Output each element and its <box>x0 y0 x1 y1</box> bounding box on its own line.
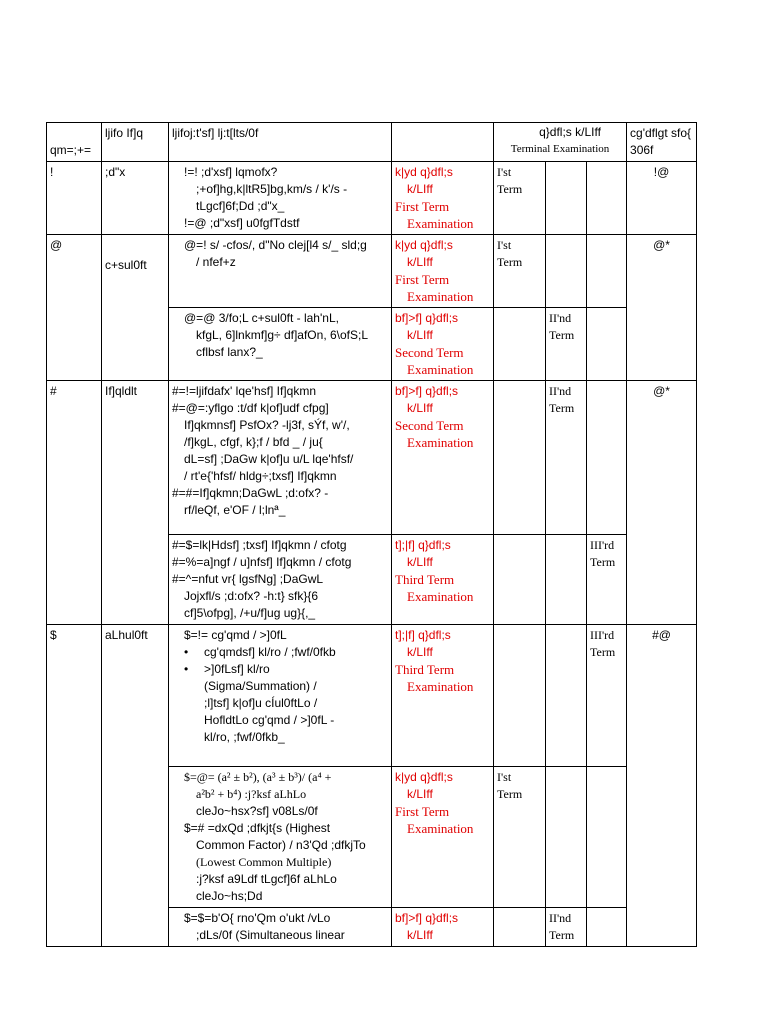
row-hours: #@ <box>627 625 697 947</box>
row-term-3 <box>587 308 627 381</box>
row-term-2 <box>546 625 587 767</box>
row-term-3 <box>587 235 627 308</box>
row-term-3: III'rd Term <box>587 625 627 767</box>
row-topic: $=@= (a² ± b²), (a³ ± b³)/ (a⁴ + a²b² + b⁴) :j?ksf aLhLo cleJo~hsx?sf] v08Ls/0f $=# =dxQd ;dfkjt{s (Highest Common Factor) / n3'Qd ;dfkjTo (Lowest Common Multiple) :j?ksf a9Ldf tLgcf]6f aLhLo cleJo~hs;Dd <box>169 767 392 908</box>
row-term-1 <box>494 308 546 381</box>
row-term-2: II'nd Term <box>546 908 587 947</box>
row-term-3 <box>587 162 627 235</box>
row-serial: $ <box>47 625 102 947</box>
row-term-3: III'rd Term <box>587 535 627 625</box>
row-term-1: I'st Term <box>494 767 546 908</box>
table-row <box>47 381 697 535</box>
row-term-3 <box>587 381 627 535</box>
row-topic: @=@ 3/fo;L c+sul0ft - lah'nL, kfgL, 6]lnkmf]g÷ df]afOn, 6\ofS;L cflbsf lanx?_ <box>169 308 392 381</box>
row-term-1 <box>494 535 546 625</box>
row-area: If]qldlt <box>102 381 169 625</box>
row-topic: !=! ;d'xsf] lqmofx? ;+of]hg,k|ltR5]bg,km/s / k'/s - tLgcf]6f;Dd ;d"x_ !=@ ;d"xsf] u0fgfTdstf <box>169 162 392 235</box>
row-exam: k|yd q}dfl;s k/LIff First Term Examination <box>392 235 494 308</box>
row-topic: @=! s/ -cfos/, d"No clej[l4 s/_ sld;g / nfef+z <box>169 235 392 308</box>
row-serial: ! <box>47 162 102 235</box>
row-topic: #=$=lk|Hdsf] ;txsf] If]qkmn / cfotg #=%=a]ngf / u]nfsf] If]qkmn / cfotg #=^=nfut vr{ lgsfNg] ;DaGwL Jojxfl/s ;d:ofx? -h:t} sfk}{6 cf]5\ofpg], /+u/f]ug ug}{,_ <box>169 535 392 625</box>
header-terminal-exam: q}dfl;s k/LIff Terminal Examination <box>494 123 627 162</box>
header-topic: ljifoj:t'sf] lj:t[lts/0f <box>169 123 392 162</box>
header-exam <box>392 123 494 162</box>
row-topic: $=$=b'O{ rno'Qm o'ukt /vLo ;dLs/0f (Simultaneous linear <box>169 908 392 947</box>
row-term-1: I'st Term <box>494 162 546 235</box>
row-hours: @* <box>627 381 697 625</box>
row-exam: t];|f] q}dfl;s k/LIff Third Term Examination <box>392 625 494 767</box>
row-exam: k|yd q}dfl;s k/LIff First Term Examination <box>392 162 494 235</box>
table-header-row <box>47 123 697 162</box>
table-row <box>47 625 697 767</box>
row-exam: bf]>f] q}dfl;s k/LIff Second Term Examination <box>392 308 494 381</box>
row-term-1 <box>494 381 546 535</box>
row-term-1: I'st Term <box>494 235 546 308</box>
list-item: • cg'qmdsf] kl/ro / ;fwf/0fkb <box>172 644 388 661</box>
list-item: • >]0fLsf] kl/ro <box>172 661 388 678</box>
row-exam: bf]>f] q}dfl;s k/LIff Second Term Examination <box>392 381 494 535</box>
header-serial: qm=;+= <box>47 123 102 162</box>
header-hours: cg'dflgt sfo{ 306f <box>627 123 697 162</box>
row-serial: @ <box>47 235 102 381</box>
row-term-2 <box>546 235 587 308</box>
row-area: c+sul0ft <box>102 235 169 381</box>
row-exam: t];|f] q}dfl;s k/LIff Third Term Examination <box>392 535 494 625</box>
table-row <box>47 235 697 308</box>
row-term-1 <box>494 625 546 767</box>
row-hours: @* <box>627 235 697 381</box>
row-term-2 <box>546 535 587 625</box>
row-exam: bf]>f] q}dfl;s k/LIff <box>392 908 494 947</box>
row-area: aLhul0ft <box>102 625 169 947</box>
row-term-2: II'nd Term <box>546 308 587 381</box>
row-serial: # <box>47 381 102 625</box>
header-subject-area: ljifo If]q <box>102 123 169 162</box>
row-topic: $=!= cg'qmd / >]0fL • cg'qmdsf] kl/ro / ;fwf/0fkb • >]0fLsf] kl/ro (Sigma/Summation) / ;l]tsf] k|of]u cÍul0ftLo / HofldtLo cg'qmd / >]0fL - kl/ro, ;fwf/0fkb_ <box>169 625 392 767</box>
row-term-3 <box>587 767 627 908</box>
row-hours: !@ <box>627 162 697 235</box>
row-term-2 <box>546 162 587 235</box>
row-area: ;d"x <box>102 162 169 235</box>
row-term-3 <box>587 908 627 947</box>
row-term-2 <box>546 767 587 908</box>
row-topic: #=!=ljifdafx' lqe'hsf] If]qkmn #=@=:yflgo :t/df k|of]udf cfpg] If]qkmnsf] PsfOx? -lj3f, sÝf, w'/, /f]kgL, cfgf, k};f / bfd _ / ju{ dL=sf] ;DaGw k|of]u u/L lqe'hfsf/ / rt'e{'hfsf/ hldg÷;txsf] If]qkmn #=#=If]qkmn;DaGwL ;d:ofx? - rf/leQf, e'OF / l;lnª_ <box>169 381 392 535</box>
row-term-1 <box>494 908 546 947</box>
row-exam: k|yd q}dfl;s k/LIff First Term Examination <box>392 767 494 908</box>
row-term-2: II'nd Term <box>546 381 587 535</box>
table-row <box>47 162 697 235</box>
syllabus-table <box>46 122 697 947</box>
